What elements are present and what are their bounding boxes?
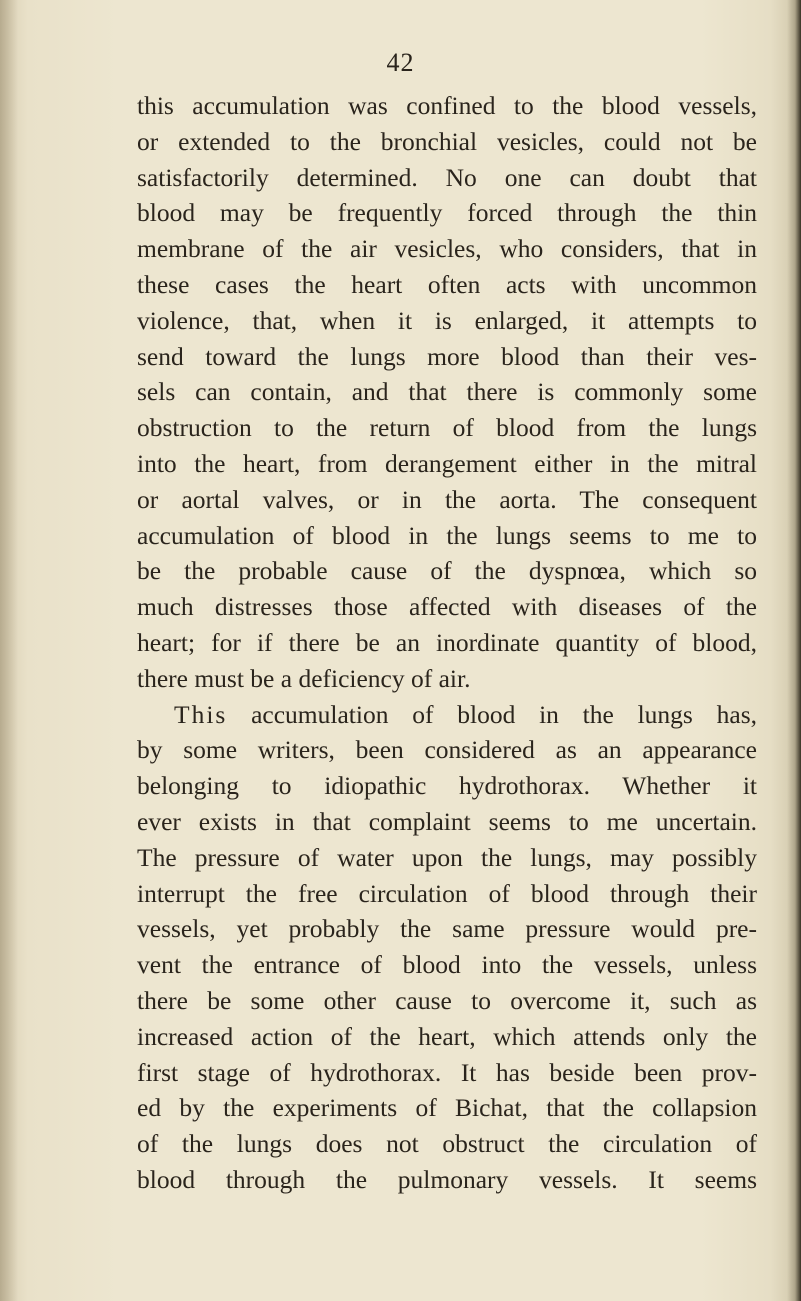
text-line: blood through the pulmonary vessels. It seems [137,1164,757,1194]
text-line: The pressure of water upon the lungs, may possibly [137,842,757,872]
small-caps-lead: This [174,699,228,729]
text-line: there be some other cause to overcome it, such as [137,985,757,1015]
text-line: satisfactorily determined. No one can doubt that [137,162,757,192]
text-line: membrane of the air vesicles, who considers, that in [137,234,757,264]
text-line: violence, that, when it is enlarged, it attempts to [137,305,757,335]
text-line: into the heart, from derangement either in the mitral [137,448,757,478]
text-line: first stage of hydrothorax. It has beside been prov- [137,1057,757,1087]
text-line [137,697,757,733]
paragraph-2 [137,697,757,1198]
text-line: vessels, yet probably the same pressure would pre- [137,914,757,944]
text-line: or extended to the bronchial vesicles, could not be [137,126,757,156]
text-line: blood may be frequently forced through the thin [137,198,757,228]
text-line: or aortal valves, or in the aorta. The consequent [137,484,757,514]
text-line: increased action of the heart, which attends only the [137,1021,757,1051]
binding-shadow [0,0,18,1301]
text-line: these cases the heart often acts with uncommon [137,269,757,299]
text-line: obstruction to the return of blood from the lungs [137,413,757,443]
text-line: sels can contain, and that there is commonly some [137,377,757,407]
text-line: be the probable cause of the dyspnœa, which so [137,556,757,586]
text-line: accumulation of blood in the lungs seems to me to [137,520,757,550]
text-line: interrupt the free circulation of blood through their [137,878,757,908]
paragraph-1 [137,88,757,697]
text-line: heart; for if there be an inordinate quantity of blood, [137,627,757,657]
text-line: by some writers, been considered as an appearance [137,735,757,765]
text-line: there must be a deficiency of air. [137,663,471,693]
text-line: send toward the lungs more blood than their ves- [137,341,757,371]
text-line: vent the entrance of blood into the vessels, unless [137,950,757,980]
page-number: 42 [386,48,415,77]
lead-line-rest: accumulation of blood in the lungs has, [227,699,757,729]
text-line: much distresses those affected with diseases of the [137,592,757,622]
text-line: ever exists in that complaint seems to me uncertain. [137,806,757,836]
body-text [137,88,757,1198]
text-line: this accumulation was confined to the blood vessels, [137,91,757,120]
text-line: ed by the experiments of Bichat, that the collapsion [137,1093,757,1123]
text-line: belonging to idiopathic hydrothorax. Whether it [137,771,757,801]
page-edge [787,0,801,1301]
text-line: of the lungs does not obstruct the circulation of [137,1129,757,1159]
